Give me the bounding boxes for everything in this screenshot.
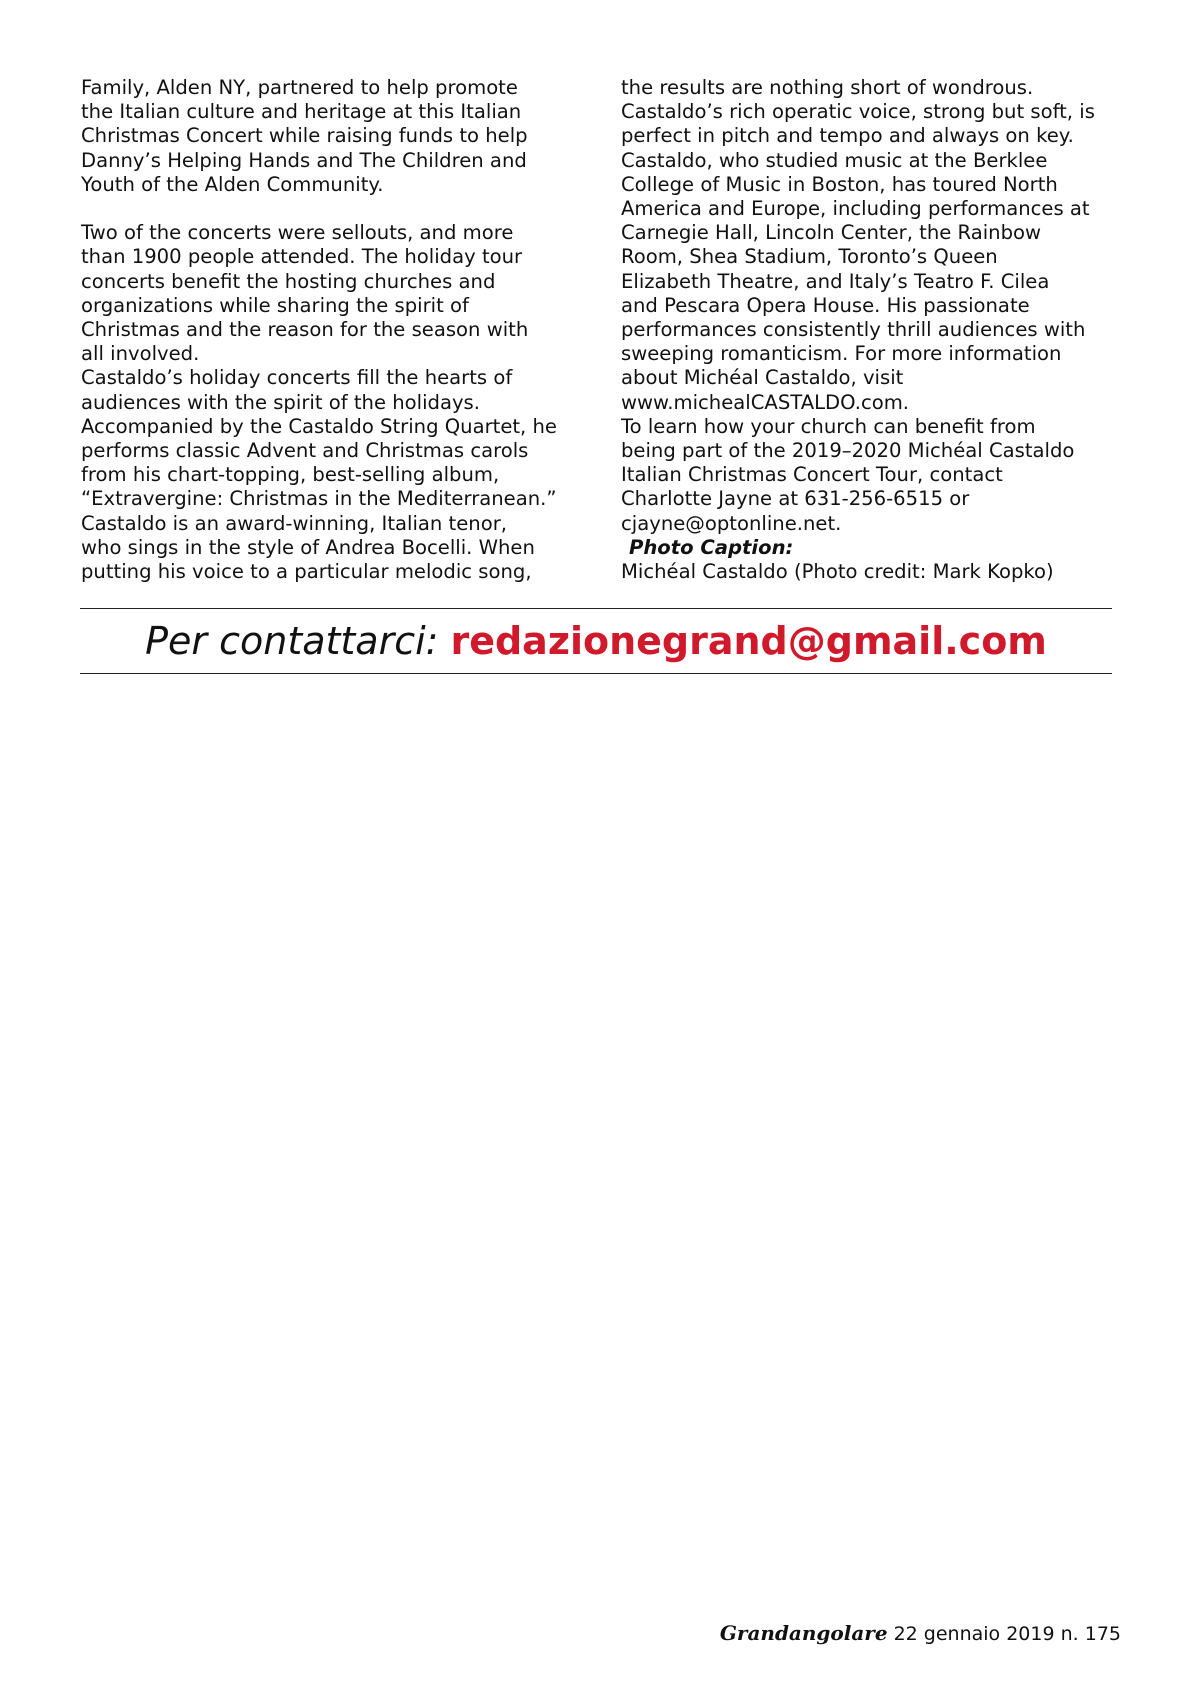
text-line: being part of the 2019–2020 Michéal Castaldo (621, 439, 1075, 463)
text-line: Room, Shea Stadium, Toronto’s Queen (621, 245, 998, 269)
text-line: Youth of the Alden Community. (81, 172, 384, 196)
text-line: Castaldo’s holiday concerts fill the hearts of (81, 366, 513, 390)
website-link[interactable]: www.michealCASTALDO.com. (621, 390, 910, 414)
paragraph-community (81, 76, 581, 197)
text-line: Two of the concerts were sellouts, and more (81, 221, 514, 245)
paragraph-tour-contact (621, 415, 1121, 536)
photo-caption-text: Michéal Castaldo (Photo credit: Mark Kopko) (621, 560, 1054, 584)
paragraph-voice (621, 76, 1121, 415)
contact-banner (80, 608, 1112, 673)
text-line: Family, Alden NY, partnered to help promote (81, 76, 518, 99)
publication-name: Grandangolare (719, 1621, 888, 1645)
text-line: and Pescara Opera House. His passionate (621, 293, 1030, 317)
issue-date: 22 gennaio 2019 n. 175 (893, 1623, 1121, 1645)
text-line: who sings in the style of Andrea Bocelli. When (81, 535, 535, 559)
email-link[interactable]: cjayne@optonline.net. (621, 511, 842, 535)
article-column-left (81, 76, 581, 584)
text-line: organizations while sharing the spirit of (81, 293, 469, 317)
text-line: putting his voice to a particular melodic song, (81, 560, 532, 584)
text-line: performs classic Advent and Christmas carols (81, 439, 529, 463)
text-line: College of Music in Boston, has toured North (621, 172, 1058, 196)
text-line: Carnegie Hall, Lincoln Center, the Rainbow (621, 221, 1042, 245)
contact-email-link[interactable]: redazionegrand@gmail.com (450, 618, 1047, 663)
divider-bottom (80, 673, 1112, 674)
text-line: America and Europe, including performances at (621, 197, 1090, 221)
text-line: the Italian culture and heritage at this Italian (81, 100, 522, 124)
text-line: Elizabeth Theatre, and Italy’s Teatro F. Cilea (621, 269, 1050, 293)
paragraph-sellouts (81, 221, 581, 366)
text-line: perfect in pitch and tempo and always on key. (621, 124, 1074, 148)
page-footer (720, 1621, 1121, 1646)
text-line: Accompanied by the Castaldo String Quartet, he (81, 414, 557, 438)
text-line: than 1900 people attended. The holiday tour (81, 245, 523, 269)
text-line: Danny’s Helping Hands and The Children and (81, 148, 527, 172)
text-line: the results are nothing short of wondrous. (621, 76, 1034, 99)
text-line: all involved. (81, 342, 200, 366)
contact-label: Per contattarci: (145, 618, 439, 663)
text-line: from his chart-topping, best-selling album, (81, 463, 500, 487)
text-line: performances consistently thrill audiences with (621, 318, 1086, 342)
text-line: To learn how your church can benefit from (621, 414, 1036, 438)
text-line: Charlotte Jayne at 631-256-6515 or (621, 487, 970, 511)
text-line: “Extravergine: Christmas in the Mediterranean.” (81, 487, 557, 511)
text-line: Christmas Concert while raising funds to help (81, 124, 528, 148)
article-column-right (621, 76, 1121, 584)
text-line: Italian Christmas Concert Tour, contact (621, 463, 1003, 487)
paragraph-holiday-concerts (81, 366, 581, 584)
text-line: Castaldo, who studied music at the Berklee (621, 148, 1048, 172)
text-line: about Michéal Castaldo, visit (621, 366, 904, 390)
text-line: Castaldo’s rich operatic voice, strong but soft, is (621, 100, 1095, 124)
text-line: audiences with the spirit of the holidays. (81, 390, 480, 414)
text-line: Christmas and the reason for the season with (81, 318, 529, 342)
text-line: sweeping romanticism. For more information (621, 342, 1062, 366)
text-line: Castaldo is an award-winning, Italian tenor, (81, 511, 507, 535)
photo-caption-heading: Photo Caption: (629, 535, 794, 559)
text-line: concerts benefit the hosting churches and (81, 269, 496, 293)
